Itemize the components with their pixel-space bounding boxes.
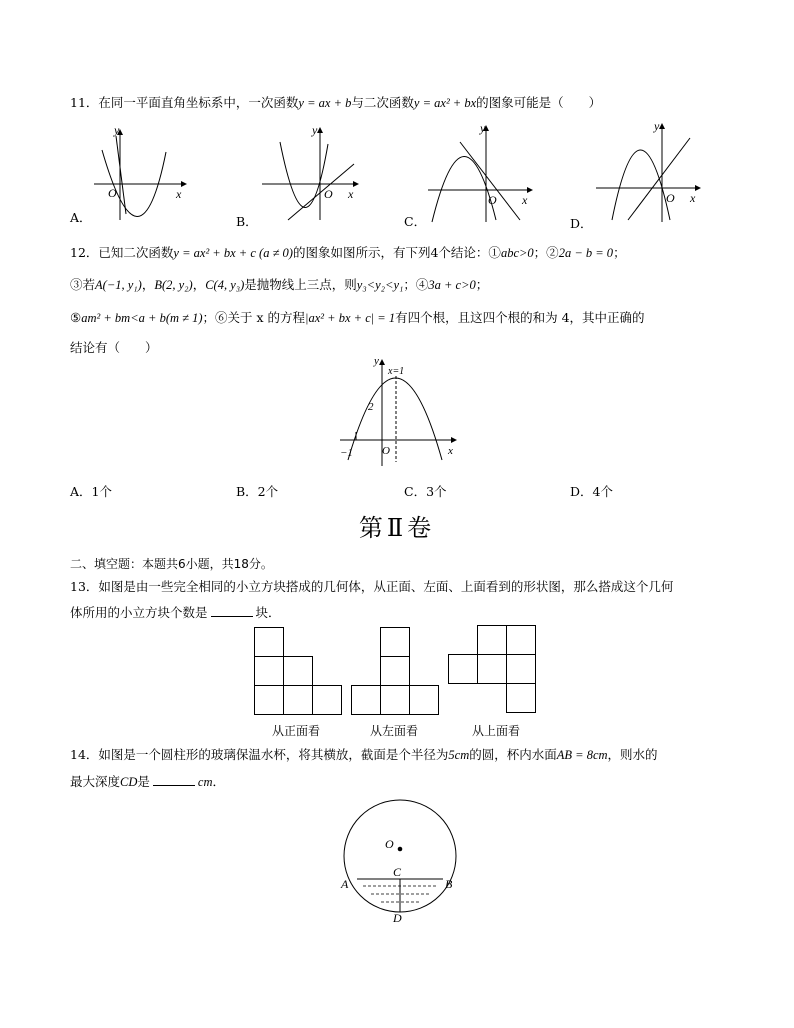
q14-line-2: 最大深度CD是 cm． [70, 774, 225, 789]
q13-line-2: 体所用的小立方块个数是 块． [70, 605, 281, 620]
q11-option-b[interactable]: B． [236, 214, 258, 229]
q12-line-3: ⑤am² + bm<a + b(m ≠ 1)；⑥关于 x 的方程|ax² + bx + c| = 1有四个根，且这四个根的和为 4，其中正确的 [70, 310, 645, 325]
center-o-label: O [385, 837, 394, 851]
axis-y-label: y [114, 123, 120, 137]
q12-option-c[interactable]: C．3个 [404, 484, 447, 499]
axis-y-label: y [654, 119, 660, 133]
point-a-label: A [341, 877, 349, 891]
answer-blank[interactable] [153, 775, 195, 786]
q11-option-d[interactable]: D． [570, 216, 593, 231]
q13-line-1: 13．如图是由一些完全相同的小立方块搭成的几何体，从正面、左面、上面看到的形状图，那么搭成这个几何 [70, 579, 674, 594]
origin-label: O [382, 445, 390, 457]
point-c-label: C [393, 865, 402, 879]
origin-label: O [324, 187, 333, 201]
front-view-figure [254, 627, 344, 715]
q11-graph-b [258, 122, 368, 222]
q12-line-1: 12．已知二次函数y = ax² + bx + c (a ≠ 0)的图象如图所示，有下列4个结论：①abc>0；②2a − b = 0； [70, 245, 626, 260]
caption-top: 从上面看 [472, 724, 521, 738]
origin-label: O [108, 186, 117, 200]
axis-y-label: y [312, 123, 318, 137]
root-neg1-label: −1 [340, 447, 353, 459]
point-b-label: B [445, 877, 453, 891]
q11-stem: 11．在同一平面直角坐标系中，一次函数y = ax + b与二次函数y = ax² + bx的图象可能是（ ） [70, 95, 602, 110]
axis-y-label: y [480, 121, 486, 135]
q12-option-d[interactable]: D．4个 [570, 484, 613, 499]
top-view-figure [448, 625, 538, 713]
q12-option-b[interactable]: B．2个 [236, 484, 279, 499]
cup-cross-section-figure [335, 798, 465, 923]
axis-y-label: y [374, 355, 379, 367]
axis-x-label: x [448, 445, 453, 457]
caption-left: 从左面看 [370, 724, 419, 738]
axis-x-label: x [176, 187, 182, 201]
q12-parabola-graph [338, 355, 463, 468]
q11-graph-c [424, 122, 544, 222]
q14-line-1: 14．如图是一个圆柱形的玻璃保温水杯，将其横放，截面是个半径为5cm的圆，杯内水面AB = 8cm，则水的 [70, 747, 658, 762]
axis-of-symmetry-label: x=1 [388, 366, 405, 377]
answer-blank[interactable] [211, 606, 253, 617]
q12-option-a[interactable]: A．1个 [70, 484, 112, 499]
axis-x-label: x [690, 191, 696, 205]
axis-x-label: x [348, 187, 354, 201]
q11-graph-a [90, 122, 200, 222]
q12-line-2: ③若A(−1, y₁)，B(2, y₂)，C(4, y₃)是抛物线上三点，则y₃<y₂<y₁；④3a + c>0； [70, 277, 489, 292]
left-view-figure [351, 627, 441, 715]
point-d-label: D [393, 911, 402, 925]
section-title: 第Ⅱ卷 [358, 514, 436, 542]
q11-option-c[interactable]: C． [404, 214, 427, 229]
intercept-2-label: 2 [368, 401, 374, 413]
part2-header: 二、填空题：本题共6小题，共18分。 [70, 557, 273, 571]
caption-front: 从正面看 [272, 724, 321, 738]
q12-line-4: 结论有（ ） [70, 340, 158, 355]
q11-graph-d [592, 120, 712, 222]
origin-label: O [488, 193, 497, 207]
q11-option-a[interactable]: A． [70, 210, 92, 225]
axis-x-label: x [522, 193, 528, 207]
origin-label: O [666, 191, 675, 205]
